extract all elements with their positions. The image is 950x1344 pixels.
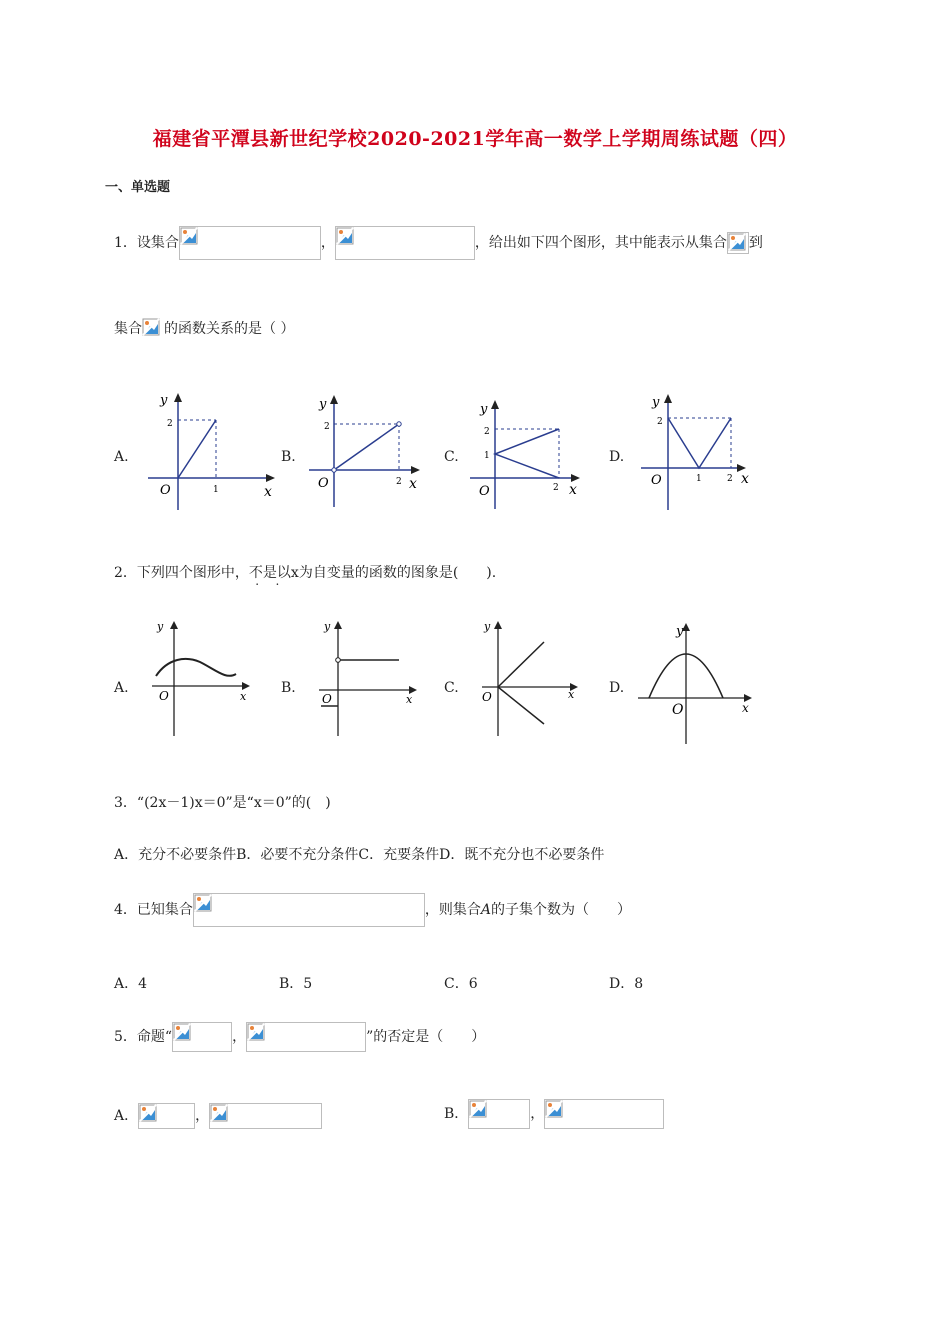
section-heading: 一、单选题: [105, 180, 171, 195]
broken-image-b: [142, 318, 164, 340]
q2-graph-a: [148, 618, 258, 738]
broken-image-a1: [138, 1103, 195, 1129]
broken-image-set-b: [335, 226, 475, 260]
question-4-stem: 4．已知集合 ，则集合A的子集个数为（ ）: [114, 893, 631, 927]
question-5-option-a: A． ，: [114, 1103, 322, 1129]
tick-label: 1: [213, 485, 219, 495]
tick-label: 2: [727, 474, 733, 484]
tick-label: 2: [553, 483, 559, 493]
tick-label: 2: [324, 422, 330, 432]
broken-image-set-a-def: [193, 893, 425, 927]
broken-image-icon: [545, 1100, 563, 1118]
origin-label: O: [672, 702, 684, 718]
broken-image-icon: [139, 1104, 157, 1122]
broken-image-icon: [194, 894, 212, 912]
q1-graph-b: [305, 390, 430, 510]
broken-image-set-a: [179, 226, 321, 260]
q4-choice-c: C．6: [444, 976, 478, 992]
tick-label: 2: [657, 417, 663, 427]
broken-image-icon: [728, 233, 746, 251]
origin-label: O: [479, 484, 490, 499]
origin-label: O: [159, 689, 169, 703]
question-3-choices: A．充分不必要条件B．必要不充分条件C．充要条件D．既不充分也不必要条件: [114, 847, 605, 863]
y-axis-label: y: [652, 395, 660, 410]
q1-option-b-label: B.: [281, 449, 296, 465]
broken-image-icon: [469, 1100, 487, 1118]
tick-label: 2: [167, 419, 173, 429]
q1-option-a-label: A.: [114, 449, 129, 465]
origin-label: O: [160, 483, 171, 498]
q1-option-d-label: D.: [609, 449, 625, 465]
x-axis-label: x: [264, 484, 272, 500]
broken-image-icon: [180, 227, 198, 245]
x-axis-label: x: [569, 482, 577, 498]
q2-option-a-label: A.: [114, 680, 129, 696]
question-number: 1．: [114, 235, 137, 251]
y-axis-label: y: [157, 620, 164, 633]
broken-image-a: [727, 232, 749, 254]
y-axis-label: y: [676, 624, 684, 639]
question-1-line-1: 1．设集合 ， ，给出如下四个图形，其中能表示从集合 到: [114, 226, 763, 260]
q1-option-c-label: C.: [444, 449, 459, 465]
broken-image-icon: [247, 1023, 265, 1041]
question-5-option-b: B． ，: [444, 1099, 664, 1129]
q2-option-c-label: C.: [444, 680, 459, 696]
x-axis-label: x: [568, 688, 575, 701]
y-axis-label: y: [319, 397, 327, 412]
q2-graph-c: [478, 618, 588, 738]
origin-label: O: [322, 692, 332, 706]
y-axis-label: y: [160, 393, 168, 408]
origin-label: O: [318, 476, 329, 491]
origin-label: O: [651, 473, 662, 488]
q4-choice-d: D．8: [609, 976, 644, 992]
q1-graph-d: [638, 388, 753, 513]
y-axis-label: y: [324, 620, 331, 633]
broken-image-icon: [336, 227, 354, 245]
x-axis-label: x: [406, 693, 413, 706]
broken-image-a2: [209, 1103, 322, 1129]
broken-image-quantifier: [172, 1022, 232, 1052]
q1-graph-a: [140, 388, 280, 513]
x-axis-label: x: [409, 476, 417, 492]
broken-image-icon: [210, 1104, 228, 1122]
broken-image-b2: [544, 1099, 664, 1129]
q2-graph-b: [315, 618, 425, 738]
q2-graph-d: [635, 618, 760, 748]
origin-label: O: [482, 690, 492, 704]
y-axis-label: y: [484, 620, 491, 633]
q2-option-d-label: D.: [609, 680, 625, 696]
question-5-stem: 5．命题“ ， ”的否定是（ ）: [114, 1022, 485, 1052]
emphasis-text: 不: [248, 565, 263, 581]
tick-label: 1: [484, 451, 490, 461]
question-3-stem: 3．“(2x－1)x＝0”是“x＝0”的( ): [114, 795, 331, 811]
x-axis-label: x: [240, 690, 247, 703]
x-axis-label: x: [742, 701, 749, 715]
broken-image-b1: [468, 1099, 530, 1129]
broken-image-icon: [173, 1023, 191, 1041]
tick-label: 1: [696, 474, 702, 484]
question-2-stem: 2．下列四个图形中，不是以x为自变量的函数的图象是( ).: [114, 565, 497, 581]
question-number: 4．: [114, 902, 137, 918]
question-number: 2．: [114, 565, 137, 581]
q4-choice-a: A．4: [114, 976, 148, 992]
q2-option-b-label: B.: [281, 680, 296, 696]
q4-choice-b: B．5: [279, 976, 313, 992]
tick-label: 2: [484, 427, 490, 437]
y-axis-label: y: [480, 402, 488, 417]
tick-label: 2: [396, 477, 402, 487]
document-title: 福建省平潭县新世纪学校2020-2021学年高一数学上学期周练试题（四）: [152, 128, 798, 150]
broken-image-icon: [142, 318, 160, 336]
question-number: 5．: [114, 1029, 137, 1045]
question-number: 3．: [114, 795, 137, 811]
broken-image-statement: [246, 1022, 366, 1052]
question-1-line-2: 集合 的函数关系的是（ ）: [114, 312, 294, 346]
emphasis-text: 是以: [262, 565, 291, 581]
q1-graph-c: [465, 396, 590, 511]
x-axis-label: x: [741, 471, 749, 487]
